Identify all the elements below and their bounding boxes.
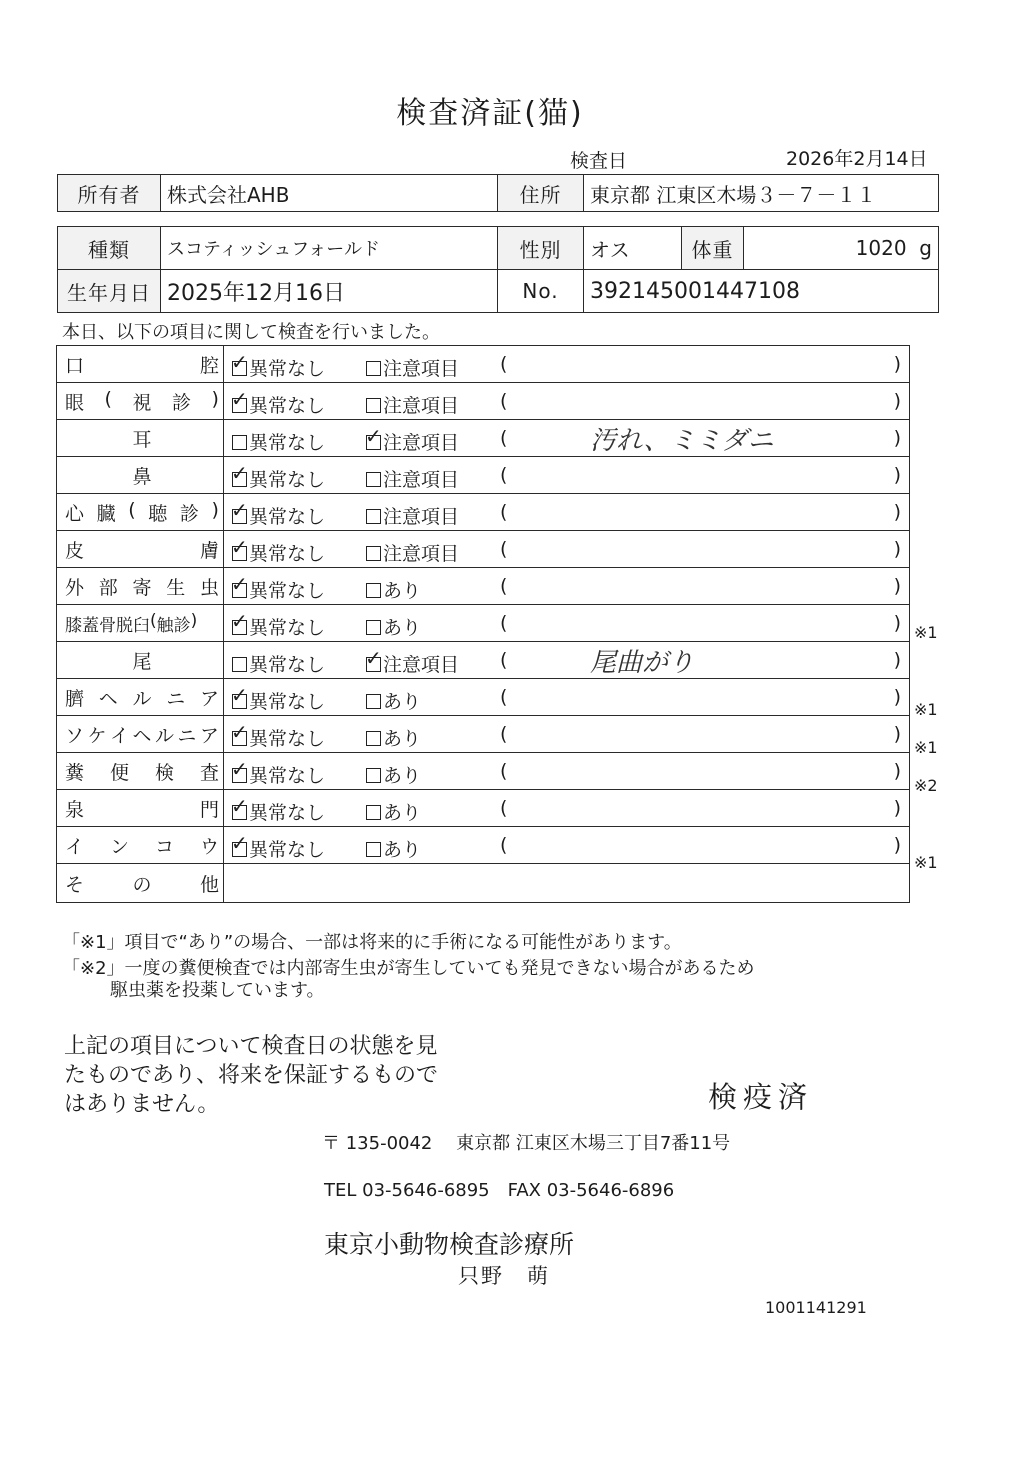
item-label-char: ン	[109, 835, 129, 858]
item-label-char: 診	[173, 615, 191, 636]
item-label-char: 臍	[65, 687, 85, 710]
item-label	[61, 684, 223, 711]
inspection-items-table	[56, 345, 910, 903]
checkbox-icon[interactable]	[231, 831, 248, 857]
item-label-char: 膚	[199, 539, 219, 562]
option-label: 注意項目	[383, 432, 460, 454]
checkbox-icon[interactable]	[232, 435, 247, 450]
inspection-date: 2026年2月14日	[786, 148, 928, 170]
item-label	[61, 832, 223, 859]
item-footnote-mark: ※1	[914, 738, 938, 757]
other-row	[57, 864, 910, 903]
item-label-char: 脱	[116, 615, 133, 636]
close-paren: )	[893, 686, 901, 708]
owner-address: 東京都 江東区木場３－７－１１	[584, 175, 939, 212]
intro-text: 本日、以下の項目に関して検査を行いました。	[62, 322, 440, 343]
option-label: 異常なし	[249, 506, 326, 528]
open-paren: (	[500, 797, 508, 819]
item-label	[61, 758, 223, 785]
checkbox-icon[interactable]	[231, 683, 248, 709]
birth-label: 生年月日	[58, 270, 161, 313]
present-option[interactable]	[366, 613, 421, 640]
present-option[interactable]	[366, 798, 421, 825]
no-abnormality-option[interactable]	[231, 461, 326, 492]
option-label: 異常なし	[249, 802, 326, 824]
inspection-row	[57, 346, 910, 383]
item-result-cell	[224, 420, 910, 457]
item-label-char: 便	[109, 761, 129, 784]
item-result-cell	[224, 716, 910, 753]
checkbox-icon[interactable]	[366, 842, 381, 857]
item-label-char: 外	[65, 576, 85, 599]
item-result-cell	[224, 346, 910, 383]
open-paren: (	[500, 390, 508, 412]
item-label-cell	[57, 790, 224, 827]
checkbox-icon[interactable]	[231, 794, 248, 820]
item-label-char: 耳	[132, 428, 152, 451]
present-option[interactable]	[366, 724, 421, 751]
checkbox-icon[interactable]	[366, 472, 381, 487]
no-abnormality-option[interactable]	[231, 350, 326, 381]
breed-label: 種類	[58, 227, 161, 270]
inspection-row	[57, 383, 910, 420]
item-result-cell	[224, 568, 910, 605]
address-label: 住所	[498, 175, 584, 212]
close-paren: )	[893, 353, 901, 375]
option-label: 異常なし	[249, 617, 326, 639]
item-label-char: 診	[179, 502, 199, 525]
item-label	[61, 795, 223, 822]
close-paren: )	[893, 464, 901, 486]
no-abnormality-option[interactable]	[231, 831, 326, 862]
close-paren: )	[893, 427, 901, 449]
present-option[interactable]	[366, 835, 421, 862]
other-label-char: そ	[65, 873, 85, 896]
close-paren: )	[893, 649, 901, 671]
checkbox-icon[interactable]	[231, 572, 248, 598]
item-result-cell	[224, 642, 910, 679]
open-paren: (	[500, 612, 508, 634]
checkbox-icon[interactable]	[366, 620, 381, 635]
item-label	[61, 721, 223, 748]
item-label	[61, 462, 223, 489]
option-label: 異常なし	[249, 765, 326, 787]
inspection-row	[57, 827, 910, 864]
item-result-cell	[224, 679, 910, 716]
item-label-cell	[57, 753, 224, 790]
item-label-char: 膝	[65, 615, 82, 636]
no-abnormality-option[interactable]	[231, 387, 326, 418]
item-label-char: コ	[154, 835, 174, 858]
pet-table	[57, 226, 939, 313]
item-label-cell	[57, 531, 224, 568]
item-result-cell	[224, 457, 910, 494]
checkbox-icon[interactable]	[366, 731, 381, 746]
item-footnote-mark: ※1	[914, 699, 938, 719]
option-label: 注意項目	[383, 358, 460, 380]
check-mark-icon: ✓	[231, 387, 248, 411]
caution-option[interactable]	[366, 502, 459, 529]
no-abnormality-option[interactable]	[231, 535, 326, 566]
caution-option[interactable]	[366, 465, 459, 492]
item-label-char: )	[190, 610, 198, 631]
option-label: あり	[383, 728, 422, 750]
item-label-char: 腔	[199, 354, 219, 377]
check-mark-icon: ✓	[231, 794, 248, 818]
check-mark-icon: ✓	[231, 572, 248, 596]
item-label-cell	[57, 457, 224, 494]
item-label-char: 口	[65, 354, 85, 377]
other-label-char: の	[132, 873, 152, 896]
close-paren: )	[893, 760, 901, 782]
option-label: 注意項目	[383, 506, 460, 528]
item-label-char: 糞	[65, 761, 85, 784]
checkbox-icon[interactable]	[366, 398, 381, 413]
no-abnormality-option[interactable]	[231, 609, 326, 640]
document-title: 検査済証(猫)	[396, 96, 584, 131]
inspection-row	[57, 790, 910, 827]
no-abnormality-option[interactable]	[231, 498, 326, 529]
sex-value: オス	[584, 227, 682, 270]
inspection-row	[57, 642, 910, 679]
open-paren: (	[500, 427, 508, 449]
inspector-name: 只野 萌	[458, 1264, 550, 1288]
item-label-char: イ	[109, 724, 129, 747]
inspection-row	[57, 420, 910, 457]
item-result-cell	[224, 383, 910, 420]
item-footnote-mark: ※2	[914, 776, 938, 796]
option-label: 異常なし	[249, 654, 326, 676]
caution-option[interactable]	[366, 354, 459, 381]
item-label-char: ニ	[177, 724, 197, 747]
item-label	[61, 573, 223, 600]
weight-unit: g	[919, 236, 932, 260]
no-abnormality-option[interactable]	[231, 757, 326, 788]
item-label-char: 尾	[132, 650, 152, 673]
item-footnote-mark: ※1	[914, 853, 938, 873]
checkbox-icon[interactable]	[231, 387, 248, 413]
weight-label: 体重	[682, 227, 744, 270]
present-option[interactable]	[366, 576, 421, 603]
item-label-cell	[57, 642, 224, 679]
item-label-cell	[57, 346, 224, 383]
weight-value: 1020	[855, 236, 907, 260]
present-option[interactable]	[366, 687, 421, 714]
breed-value: スコティッシュフォールド	[161, 227, 498, 270]
weight-cell	[744, 227, 939, 270]
close-paren: )	[893, 575, 901, 597]
item-label-char: 臼	[133, 615, 150, 636]
checkbox-icon[interactable]	[366, 805, 381, 820]
item-label	[61, 499, 223, 526]
owner-table	[57, 174, 939, 212]
item-label-char: 虫	[199, 576, 219, 599]
open-paren: (	[500, 834, 508, 856]
option-label: あり	[383, 765, 422, 787]
open-paren: (	[500, 649, 508, 671]
option-label: 異常なし	[249, 543, 326, 565]
inspection-row	[57, 605, 910, 642]
item-label-char: ル	[154, 724, 174, 747]
open-paren: (	[500, 575, 508, 597]
close-paren: )	[893, 797, 901, 819]
option-label: 異常なし	[249, 691, 326, 713]
item-label-char: 査	[199, 761, 219, 784]
item-label-cell	[57, 716, 224, 753]
checkbox-icon[interactable]	[365, 424, 382, 450]
clinic-address: 〒 135-0042 東京都 江東区木場三丁目7番11号	[322, 1133, 731, 1154]
caution-option[interactable]	[365, 646, 460, 677]
item-label-cell	[57, 494, 224, 531]
checkbox-icon[interactable]	[366, 361, 381, 376]
check-mark-icon: ✓	[231, 720, 248, 744]
other-content	[224, 864, 910, 903]
check-mark-icon: ✓	[231, 498, 248, 522]
item-label-char: 泉	[65, 798, 85, 821]
item-label-char: 寄	[132, 576, 152, 599]
owner-label: 所有者	[58, 175, 161, 212]
footnote-2-line-2: 駆虫薬を投薬しています。	[110, 980, 325, 1001]
checkbox-icon[interactable]	[231, 461, 248, 487]
no-abnormality-option[interactable]	[232, 428, 325, 455]
item-label	[61, 351, 223, 378]
open-paren: (	[500, 464, 508, 486]
inspection-row	[57, 716, 910, 753]
birth-date: 2025年12月16日	[161, 270, 498, 313]
clinic-name: 東京小動物検査診療所	[324, 1230, 575, 1259]
quarantine-stamp: 検疫済	[708, 1080, 814, 1114]
caution-option[interactable]	[366, 391, 459, 418]
item-label-cell	[57, 827, 224, 864]
option-label: あり	[383, 580, 422, 602]
option-label: 異常なし	[249, 839, 326, 861]
item-label-char: 聴	[148, 502, 168, 525]
item-label-char: 生	[166, 576, 186, 599]
option-label: 異常なし	[249, 432, 326, 454]
other-label	[61, 870, 223, 897]
inspection-row	[57, 531, 910, 568]
no-abnormality-option[interactable]	[231, 683, 326, 714]
item-label-char: 視	[132, 391, 152, 414]
open-paren: (	[500, 353, 508, 375]
close-paren: )	[893, 612, 901, 634]
checkbox-icon[interactable]	[231, 498, 248, 524]
item-label	[61, 388, 223, 415]
item-label-cell	[57, 568, 224, 605]
option-label: 注意項目	[383, 654, 460, 676]
item-label-char: ケ	[87, 724, 107, 747]
no-abnormality-option[interactable]	[231, 572, 326, 603]
item-label-char: 臓	[96, 502, 116, 525]
checkbox-icon[interactable]	[366, 546, 381, 561]
option-label: 異常なし	[249, 395, 326, 417]
other-label-cell	[57, 864, 224, 903]
checkbox-icon[interactable]	[231, 350, 248, 376]
check-mark-icon: ✓	[365, 646, 382, 670]
document-number: 1001141291	[765, 1298, 867, 1317]
no-abnormality-option[interactable]	[231, 720, 326, 751]
caution-option[interactable]	[366, 539, 459, 566]
item-label-cell	[57, 605, 224, 642]
item-footnote-mark: ※1	[914, 622, 938, 642]
sex-label: 性別	[498, 227, 584, 270]
checkbox-icon[interactable]	[231, 757, 248, 783]
item-label-char: 部	[98, 576, 118, 599]
item-label-char: 皮	[65, 539, 85, 562]
item-label-char: ウ	[199, 835, 219, 858]
check-mark-icon: ✓	[231, 757, 248, 781]
item-label-char: ア	[199, 687, 219, 710]
check-mark-icon: ✓	[231, 609, 248, 633]
option-label: 異常なし	[249, 728, 326, 750]
checkbox-icon[interactable]	[231, 720, 248, 746]
inspection-row	[57, 679, 910, 716]
item-label-char: 触	[156, 615, 174, 636]
disclaimer: 上記の項目について検査日の状態を見たものであり、将来を保証するものではありません。	[64, 1034, 439, 1117]
check-mark-icon: ✓	[365, 424, 382, 448]
close-paren: )	[893, 501, 901, 523]
owner-name: 株式会社AHB	[161, 175, 498, 212]
footnote-2-line-1: 「※2」一度の糞便検査では内部寄生虫が寄生していても発見できない場合があるため	[62, 958, 755, 979]
item-label-char: )	[211, 387, 219, 410]
clinic-tel-fax: TEL 03-5646-6895 FAX 03-5646-6896	[324, 1180, 675, 1201]
close-paren: )	[893, 723, 901, 745]
option-label: 異常なし	[249, 469, 326, 491]
option-label: あり	[383, 691, 422, 713]
item-result-cell	[224, 790, 910, 827]
inspection-row	[57, 568, 910, 605]
item-label-cell	[57, 679, 224, 716]
checkbox-icon[interactable]	[366, 694, 381, 709]
item-result-cell	[224, 753, 910, 790]
checkbox-icon[interactable]	[231, 609, 248, 635]
pet-number: 392145001447108	[584, 270, 939, 313]
checkbox-icon[interactable]	[365, 646, 382, 672]
option-label: 注意項目	[383, 469, 460, 491]
item-label	[61, 536, 223, 563]
item-label-char: ヘ	[132, 724, 152, 747]
inspection-row	[57, 494, 910, 531]
item-label-char: )	[211, 498, 219, 521]
item-label-char: 眼	[65, 391, 85, 414]
item-label-char: ニ	[166, 687, 186, 710]
item-result-cell	[224, 531, 910, 568]
checkbox-icon[interactable]	[366, 768, 381, 783]
close-paren: )	[893, 390, 901, 412]
item-label-char: ル	[132, 687, 152, 710]
open-paren: (	[500, 501, 508, 523]
item-result-cell	[224, 494, 910, 531]
check-mark-icon: ✓	[231, 831, 248, 855]
item-result-cell	[224, 605, 910, 642]
item-label-char: 検	[154, 761, 174, 784]
item-label-char: ヘ	[98, 687, 118, 710]
handwritten-note: 汚れ、ミミダニ	[590, 426, 774, 456]
option-label: あり	[383, 839, 422, 861]
no-label: No.	[498, 270, 584, 313]
open-paren: (	[500, 723, 508, 745]
inspection-date-label: 検査日	[570, 150, 628, 172]
item-label-cell	[57, 383, 224, 420]
item-label-char: 門	[199, 798, 219, 821]
checkbox-icon[interactable]	[366, 509, 381, 524]
option-label: 注意項目	[383, 543, 460, 565]
item-label-char: 鼻	[132, 465, 152, 488]
item-label-char: (	[128, 498, 136, 521]
footnote-1: 「※1」項目で“あり”の場合、一部は将来的に手術になる可能性があります。	[62, 932, 682, 953]
open-paren: (	[500, 538, 508, 560]
item-label-char: (	[150, 610, 157, 631]
close-paren: )	[893, 834, 901, 856]
check-mark-icon: ✓	[231, 461, 248, 485]
no-abnormality-option[interactable]	[231, 794, 326, 825]
open-paren: (	[500, 760, 508, 782]
option-label: あり	[383, 617, 422, 639]
item-label-char: (	[104, 387, 112, 410]
item-result-cell	[224, 827, 910, 864]
option-label: 注意項目	[383, 395, 460, 417]
item-label-char: 心	[65, 502, 85, 525]
checkbox-icon[interactable]	[366, 583, 381, 598]
item-label-cell	[57, 420, 224, 457]
option-label: あり	[383, 802, 422, 824]
item-label	[61, 425, 223, 452]
no-abnormality-option[interactable]	[232, 650, 325, 677]
check-mark-icon: ✓	[231, 350, 248, 374]
other-label-char: 他	[199, 873, 219, 896]
caution-option[interactable]	[365, 424, 460, 455]
item-label-char: 骨	[99, 615, 116, 636]
item-label	[61, 647, 223, 674]
item-label-char: イ	[65, 835, 85, 858]
item-label-char: ア	[199, 724, 219, 747]
check-mark-icon: ✓	[231, 535, 248, 559]
inspection-row	[57, 457, 910, 494]
check-mark-icon: ✓	[231, 683, 248, 707]
close-paren: )	[893, 538, 901, 560]
item-label	[61, 611, 223, 636]
open-paren: (	[500, 686, 508, 708]
checkbox-icon[interactable]	[231, 535, 248, 561]
item-label-char: 蓋	[82, 615, 99, 636]
item-label-char: ソ	[65, 724, 85, 747]
present-option[interactable]	[366, 761, 421, 788]
handwritten-note: 尾曲がり	[590, 648, 695, 678]
inspection-row	[57, 753, 910, 790]
option-label: 異常なし	[249, 358, 326, 380]
checkbox-icon[interactable]	[232, 657, 247, 672]
item-label-char: 診	[172, 391, 192, 414]
option-label: 異常なし	[249, 580, 326, 602]
